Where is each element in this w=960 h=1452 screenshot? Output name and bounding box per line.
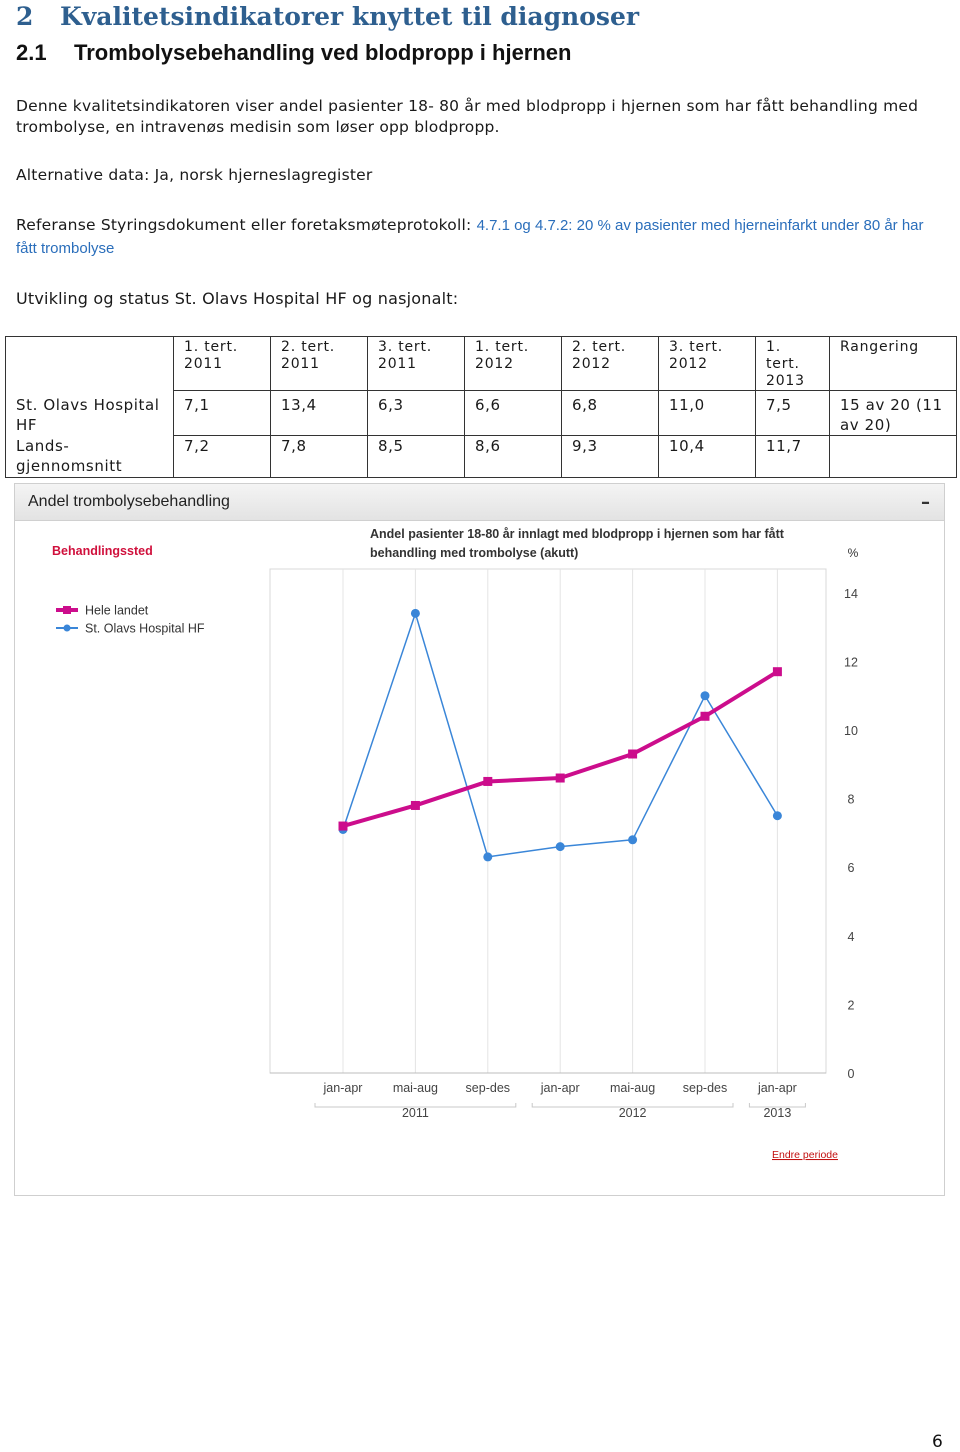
section-title: Kvalitetsindikatorer knyttet til diagnoser [60, 2, 640, 31]
chart-panel [14, 483, 945, 1196]
data-point [556, 774, 565, 783]
y-tick-label: 12 [844, 655, 858, 670]
table-cell: 8,5 [368, 436, 465, 478]
legend-swatch-marker [63, 606, 71, 614]
table-cell: 6,3 [368, 391, 465, 436]
data-point [773, 811, 782, 820]
table-header-cell: Rangering [830, 337, 957, 391]
table-header-cell: 2. tert. 2011 [271, 337, 368, 391]
table-cell: 13,4 [271, 391, 368, 436]
table-cell: 6,6 [465, 391, 562, 436]
table-row-label: Lands-gjennomsnitt [6, 436, 174, 478]
y-tick-label: 14 [844, 586, 858, 601]
x-tick-label: mai-aug [610, 1081, 656, 1095]
chart-title: Andel pasienter 18-80 år innlagt med blodpropp i hjernen som har fått [370, 527, 784, 541]
table-cell: 7,5 [756, 391, 830, 436]
table-cell: 10,4 [659, 436, 756, 478]
table-cell: 8,6 [465, 436, 562, 478]
status-table [5, 336, 957, 478]
x-tick-label: mai-aug [392, 1081, 438, 1095]
page-number: 6 [932, 1432, 943, 1452]
alternative-data-line: Alternative data: Ja, norsk hjerneslagregister [16, 166, 373, 184]
y-tick-label: 2 [847, 998, 855, 1013]
table-cell: 7,2 [174, 436, 271, 478]
subsection-heading [16, 40, 571, 66]
table-header-cell: 1. tert. 2012 [465, 337, 562, 391]
chart-panel-title: Andel trombolysebehandling [28, 493, 230, 510]
section-heading [16, 2, 639, 31]
table-cell: 11,7 [756, 436, 830, 478]
data-point [411, 801, 420, 810]
x-tick-label: jan-apr [323, 1081, 363, 1095]
y-tick-label: 6 [847, 861, 855, 876]
data-point [483, 777, 492, 786]
trombolyse-line-chart [15, 521, 944, 1195]
table-cell: 7,8 [271, 436, 368, 478]
data-point [628, 750, 637, 759]
data-point [628, 835, 637, 844]
chart-title: behandling med trombolyse (akutt) [370, 546, 579, 560]
x-tick-label: sep-des [682, 1081, 728, 1095]
table-header-cell: 3. tert. 2012 [659, 337, 756, 391]
subsection-number: 2.1 [16, 40, 47, 65]
data-point [411, 609, 420, 618]
y-tick-label: 10 [844, 724, 858, 738]
x-tick-label: jan-apr [540, 1081, 580, 1095]
legend-title: Behandlingssted [52, 544, 153, 558]
table-header-cell: 2. tert. 2012 [562, 337, 659, 391]
table-cell: 11,0 [659, 391, 756, 436]
year-group-label: 2012 [618, 1106, 647, 1120]
table-header-cell: 1. tert. 2013 [756, 337, 830, 391]
x-tick-label: jan-apr [757, 1081, 797, 1095]
data-point [701, 691, 710, 700]
chart-panel-header [15, 484, 944, 521]
reference-paragraph [16, 214, 946, 260]
y-tick-label: 4 [847, 929, 855, 944]
reference-label: Referanse Styringsdokument eller foretaksmøteprotokoll: [16, 216, 472, 234]
table-cell: 6,8 [562, 391, 659, 436]
y-tick-label: 8 [847, 792, 855, 807]
change-period-link[interactable]: Endre periode [772, 1149, 838, 1161]
table-header-cell: 1. tert. 2011 [174, 337, 271, 391]
legend-label: Hele landet [85, 603, 149, 618]
section-number: 2 [16, 2, 34, 31]
intro-paragraph: Denne kvalitetsindikatoren viser andel pasienter 18- 80 år med blodpropp i hjernen som har fått behandling med trombolyse, en intravenøs medisin som løser opp blodpropp. [16, 97, 919, 136]
status-heading: Utvikling og status St. Olavs Hospital HF og nasjonalt: [16, 289, 459, 308]
legend-swatch-marker [64, 625, 71, 632]
table-header-cell: 3. tert. 2011 [368, 337, 465, 391]
x-tick-label: sep-des [465, 1081, 511, 1095]
reference-text: 4.7.1 og 4.7.2: 20 % av pasienter med hjerneinfarkt under 80 år har fått trombolyse [16, 217, 924, 257]
data-point [483, 852, 492, 861]
legend-label: St. Olavs Hospital HF [85, 621, 205, 636]
year-group-label: 2011 [401, 1106, 429, 1120]
subsection-title: Trombolysebehandling ved blodpropp i hjernen [74, 40, 572, 65]
table-cell: 7,1 [174, 391, 271, 436]
table-row-label: St. Olavs Hospital HF [6, 391, 174, 436]
minimize-button[interactable]: – [921, 492, 930, 513]
y-tick-label: 0 [847, 1067, 855, 1081]
data-point [339, 822, 348, 831]
table-corner-cell [6, 337, 174, 391]
ranking-cell: 15 av 20 (11 av 20) [830, 391, 957, 436]
data-point [773, 667, 782, 676]
data-point [701, 712, 710, 721]
ranking-cell [830, 436, 957, 478]
table-cell: 9,3 [562, 436, 659, 478]
y-axis-unit: % [847, 546, 859, 560]
plot-frame [270, 569, 826, 1073]
data-point [556, 842, 565, 851]
year-group-label: 2013 [763, 1106, 792, 1120]
